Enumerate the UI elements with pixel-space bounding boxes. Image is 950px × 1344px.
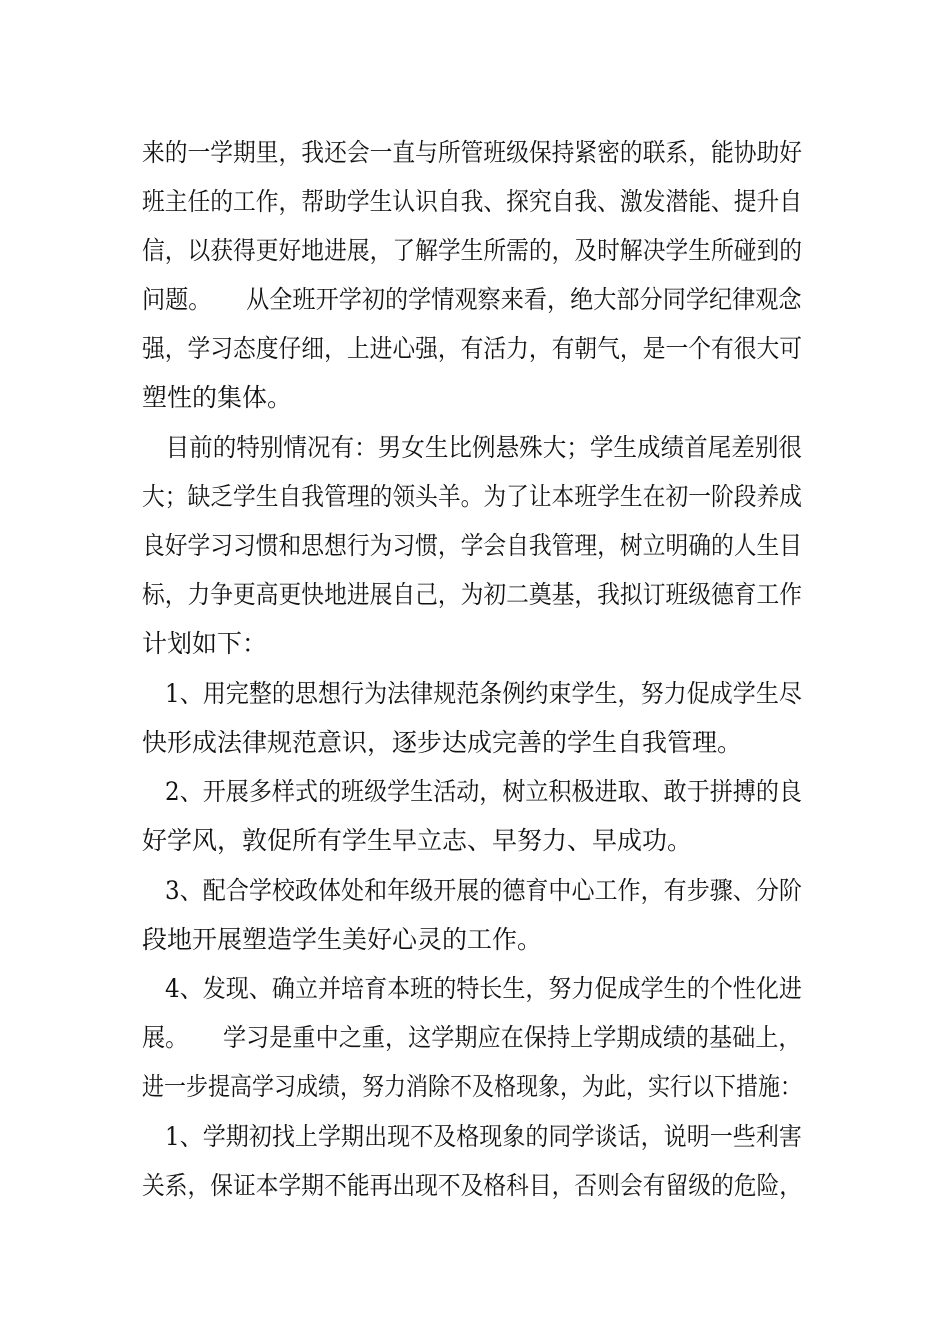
text-line: 信，以获得更好地进展，了解学生所需的，及时解决学生所碰到的: [142, 236, 803, 265]
text-line: 4、发现、确立并培育本班的特长生，努力促成学生的个性化进: [142, 974, 802, 1003]
text-line: 进一步提高学习成绩，努力消除不及格现象，为此，实行以下措施：: [142, 1072, 803, 1101]
text-line: 良好学习习惯和思想行为习惯，学会自我管理，树立明确的人生目: [142, 531, 803, 560]
text-line: 1、用完整的思想行为法律规范条例约束学生，努力促成学生尽: [142, 679, 802, 708]
text-line: 2、开展多样式的班级学生活动，树立积极进取、敢于拼搏的良: [142, 777, 802, 806]
text-line: 计划如下：: [142, 629, 268, 658]
text-line: 标，力争更高更快地进展自己，为初二奠基，我拟订班级德育工作: [142, 580, 803, 609]
text-line: 强，学习态度仔细，上进心强，有活力，有朝气，是一个有很大可: [142, 334, 803, 363]
text-line: 问题。 从全班开学初的学情观察来看，绝大部分同学纪律观念: [142, 285, 802, 314]
text-line: 3、配合学校政体处和年级开展的德育中心工作，有步骤、分阶: [142, 876, 802, 905]
text-line: 大；缺乏学生自我管理的领头羊。为了让本班学生在初一阶段养成: [142, 482, 803, 511]
text-line: 塑性的集体。: [142, 383, 293, 412]
text-line: 目前的特别情况有：男女生比例悬殊大；学生成绩首尾差别很: [142, 433, 803, 462]
text-line: 快形成法律规范意识，逐步达成完善的学生自我管理。: [142, 728, 743, 757]
text-line: 好学风，敦促所有学生早立志、早努力、早成功。: [142, 826, 693, 855]
text-line: 班主任的工作，帮助学生认识自我、探究自我、激发潜能、提升自: [142, 187, 803, 216]
text-line: 展。 学习是重中之重，这学期应在保持上学期成绩的基础上，: [142, 1023, 802, 1052]
text-line: 关系，保证本学期不能再出现不及格科目，否则会有留级的危险，: [142, 1171, 803, 1200]
text-line: 1、学期初找上学期出现不及格现象的同学谈话，说明一些利害: [142, 1122, 802, 1151]
text-line: 段地开展塑造学生美好心灵的工作。: [142, 925, 543, 954]
text-line: 来的一学期里，我还会一直与所管班级保持紧密的联系，能协助好: [142, 138, 803, 167]
